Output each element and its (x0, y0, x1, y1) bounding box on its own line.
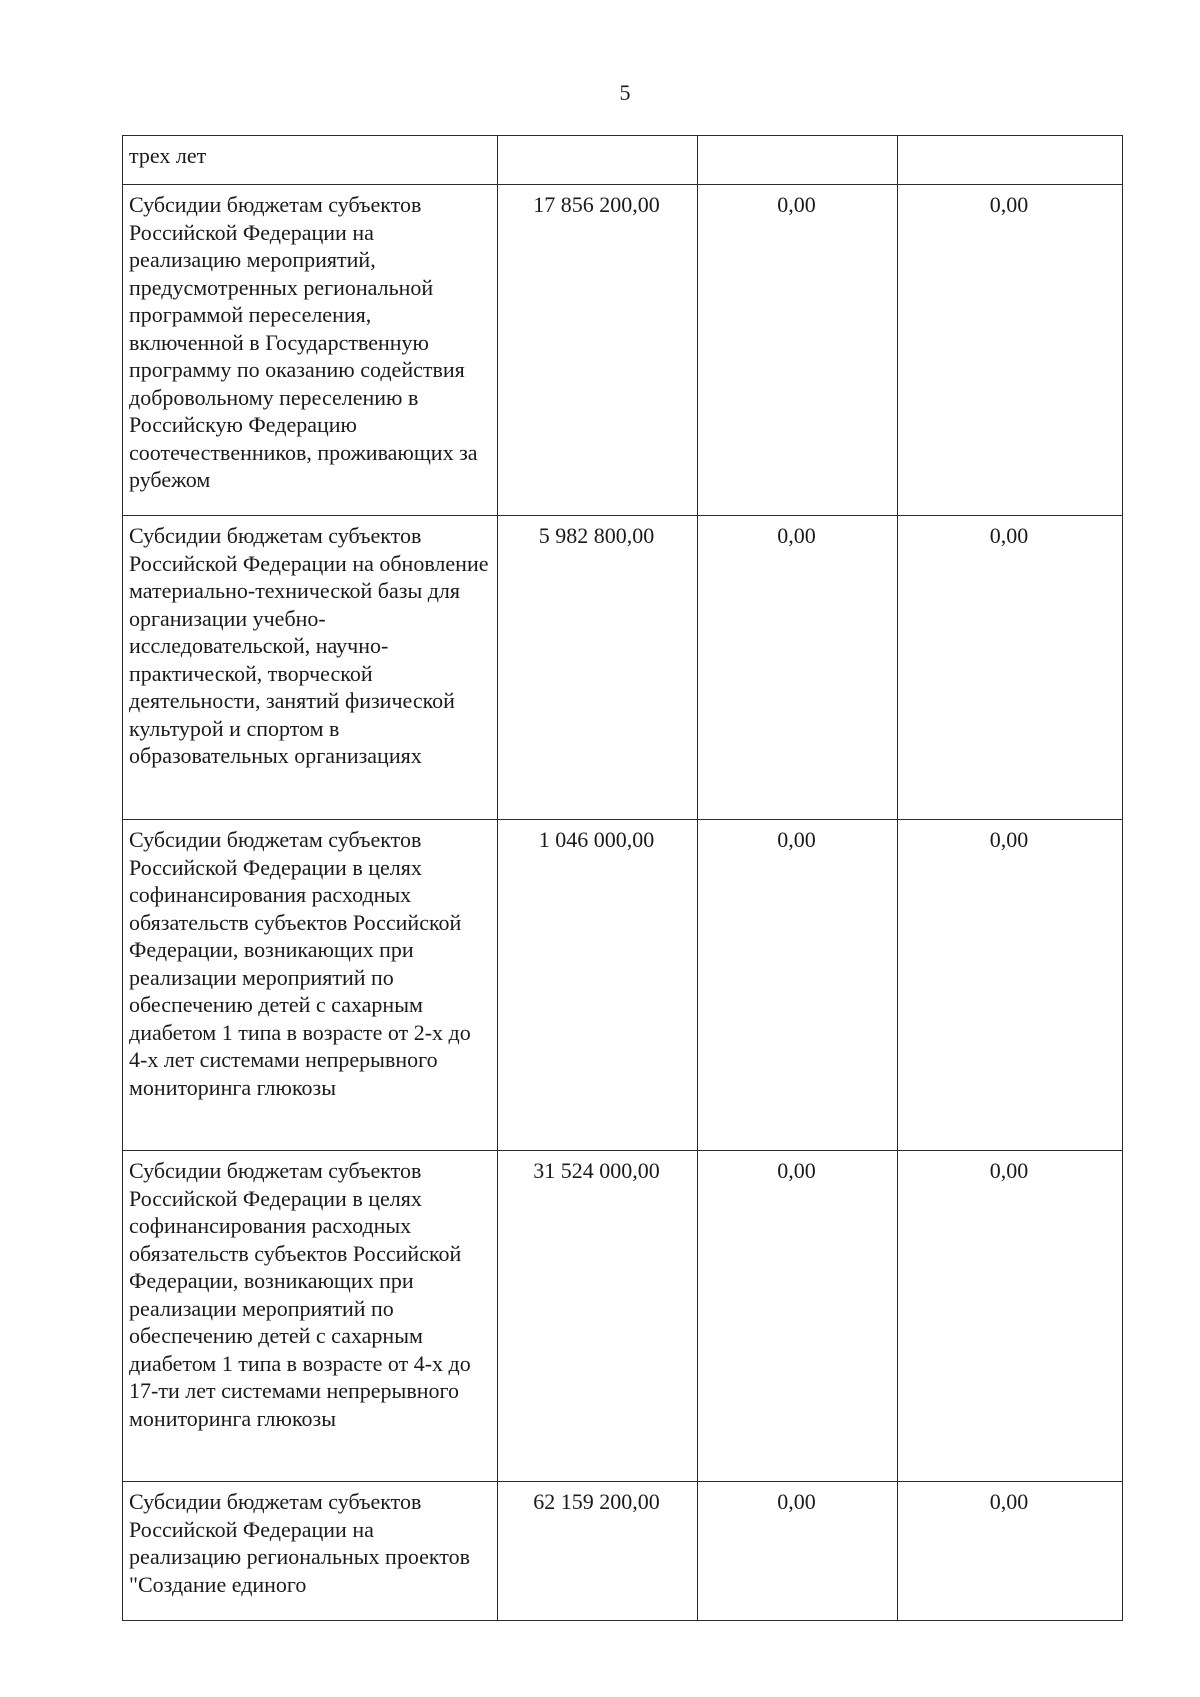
table-row (123, 1482, 1123, 1621)
row-name-cell: Субсидии бюджетам субъектов Российской Федерации на обновление материально-технической базы для организации учебно-исследовательской, научно-практической, творческой деятельности, занятий физической культурой и спортом в образовательных организациях (123, 516, 498, 820)
row-name-cell: Субсидии бюджетам субъектов Российской Федерации в целях софинансирования расходных обязательств субъектов Российской Федерации, возникающих при реализации мероприятий по обеспечению детей с сахарным диабетом 1 типа в возрасте от 4-х до 17-ти лет системами непрерывного мониторинга глюкозы (123, 1151, 498, 1482)
table-row (123, 516, 1123, 820)
row-name-cell: трех лет (123, 136, 498, 185)
amount-cell-3: 0,00 (898, 185, 1123, 516)
amount-cell-1 (498, 136, 698, 185)
table-row (123, 136, 1123, 185)
table-row (123, 1151, 1123, 1482)
amount-cell-3: 0,00 (898, 820, 1123, 1151)
amount-cell-2: 0,00 (698, 1482, 898, 1621)
amount-cell-3 (898, 136, 1123, 185)
amount-cell-2 (698, 136, 898, 185)
amount-cell-2: 0,00 (698, 185, 898, 516)
amount-cell-2: 0,00 (698, 516, 898, 820)
amount-cell-2: 0,00 (698, 820, 898, 1151)
amount-cell-3: 0,00 (898, 1482, 1123, 1621)
amount-cell-3: 0,00 (898, 516, 1123, 820)
amount-cell-1: 5 982 800,00 (498, 516, 698, 820)
page-number: 5 (619, 80, 631, 105)
amount-cell-1: 17 856 200,00 (498, 185, 698, 516)
amount-cell-2: 0,00 (698, 1151, 898, 1482)
amount-cell-1: 62 159 200,00 (498, 1482, 698, 1621)
table-row (123, 820, 1123, 1151)
table-row (123, 185, 1123, 516)
row-name-cell: Субсидии бюджетам субъектов Российской Федерации на реализацию региональных проектов "Создание единого (123, 1482, 498, 1621)
budget-table (122, 135, 1123, 1621)
amount-cell-1: 1 046 000,00 (498, 820, 698, 1151)
row-name-cell: Субсидии бюджетам субъектов Российской Федерации на реализацию мероприятий, предусмотренных региональной программой переселения, включенной в Государственную программу по оказанию содействия добровольному переселению в Российскую Федерацию соотечественников, проживающих за рубежом (123, 185, 498, 516)
amount-cell-1: 31 524 000,00 (498, 1151, 698, 1482)
amount-cell-3: 0,00 (898, 1151, 1123, 1482)
row-name-cell: Субсидии бюджетам субъектов Российской Федерации в целях софинансирования расходных обязательств субъектов Российской Федерации, возникающих при реализации мероприятий по обеспечению детей с сахарным диабетом 1 типа в возрасте от 2-х до 4-х лет системами непрерывного мониторинга глюкозы (123, 820, 498, 1151)
